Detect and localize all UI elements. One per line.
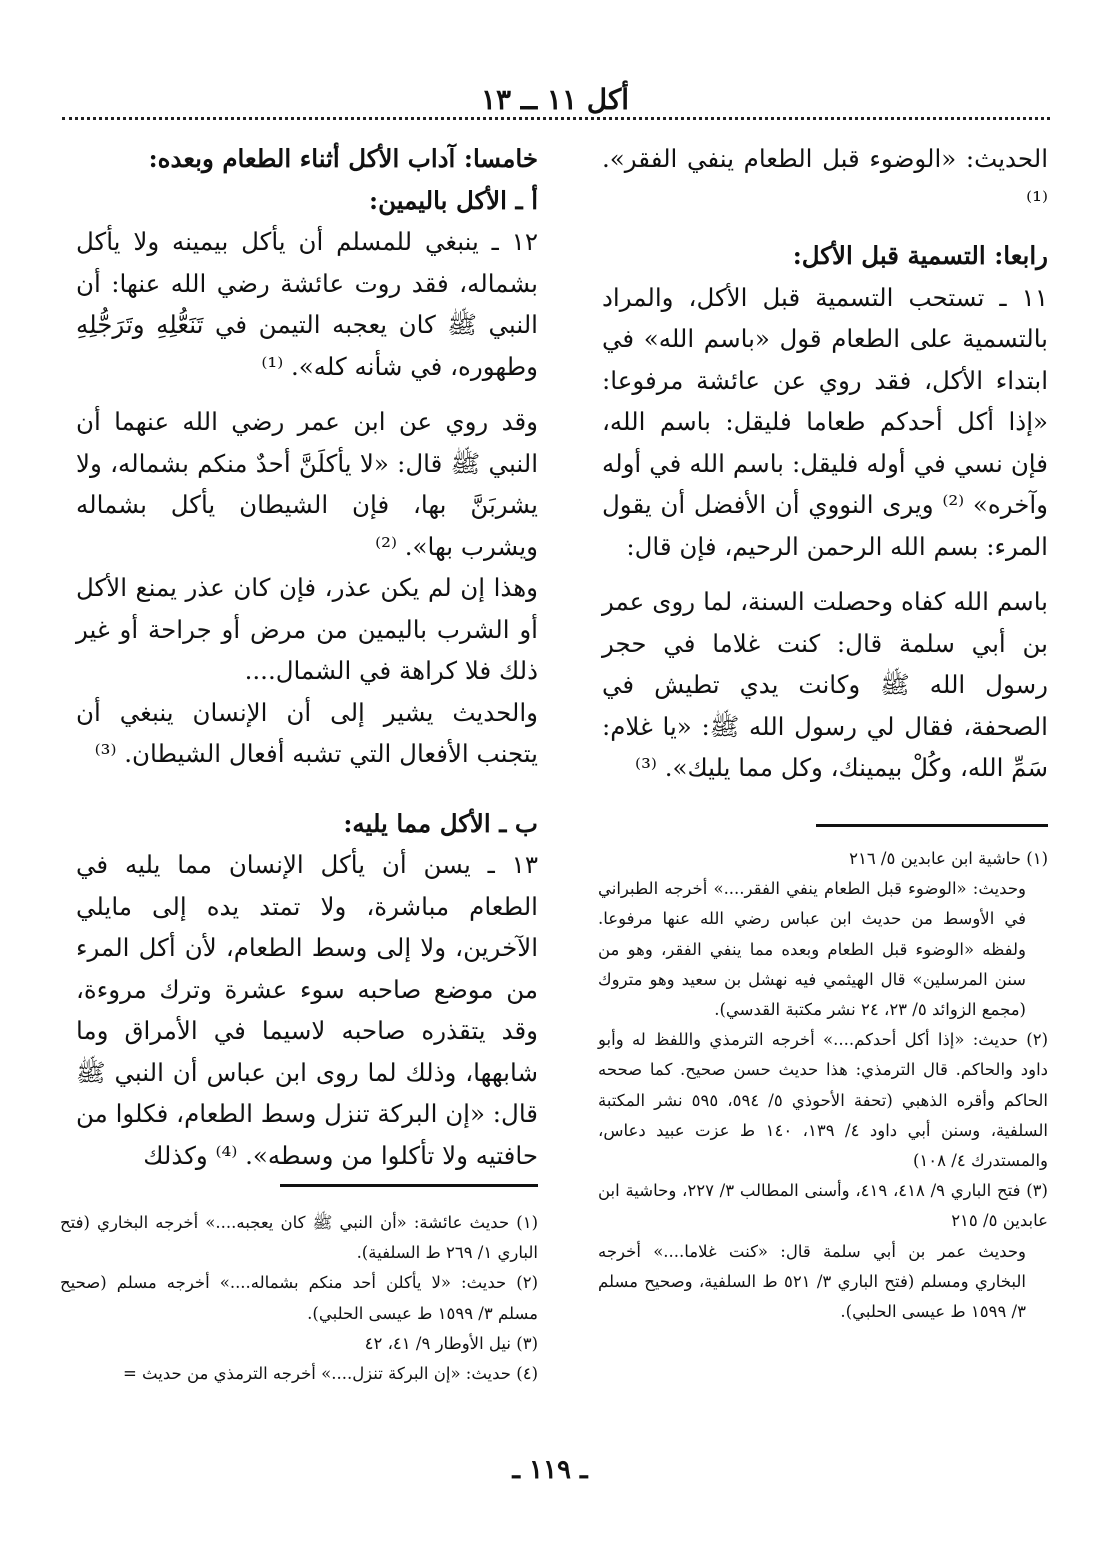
subheading-right-hand: أ ـ الأكل باليمين: (369, 185, 538, 215)
paragraph-13: ١٣ ـ يسن أن يأكل الإنسان مما يليه في الطعام مباشرة، ولا تمتد يده إلى مايلي الآخرين، ولا إلى وسط الطعام، لأن أكل المرء من موضع صاحبه سوء عشرة وترك مروءة، وقد يتقذره صاحبه لاسيما في الأمراق وما شابهها، وذلك لما روى ابن عباس أن النبي ﷺ قال: «إن البركة تنزل وسط الطعام، فكلوا من حافتيه ولا تأكلوا من وسطه». ⁽⁴⁾ وكذلك (76, 850, 538, 1170)
footnote-3-right-detail: وحديث عمر بن أبي سلمة قال: «كنت غلاما....» أخرجه البخاري ومسلم (فتح الباري ٣/ ٥٢١ ط السلفية، وصحيح مسلم ٣/ ١٥٩٩ ط عيسى الحلبي). (598, 1241, 1026, 1322)
footnote-3-right: (٣) فتح الباري ٩/ ٤١٨، ٤١٩، وأسنى المطالب ٣/ ٢٢٧، وحاشية ابن عابدين ٥/ ٢١٥ (598, 1181, 1048, 1231)
footnote-3-left: (٣) نيل الأوطار ٩/ ٤١، ٤٢ (364, 1333, 538, 1353)
paragraph-11: ١١ ـ تستحب التسمية قبل الأكل، والمراد بالتسمية على الطعام قول «باسم الله» في ابتداء الأكل، فقد روي عن عائشة مرفوعا: «إذا أكل أحدكم طعاما فليقل: باسم الله، فإن نسي في أوله فليقل: باسم الله في أوله وآخره» ⁽²⁾ ويرى النووي أن الأفضل أن يقول المرء: بسم الله الرحمن الرحيم، فإن قال: (602, 282, 1048, 561)
footnotes-right (598, 844, 1048, 1327)
section-heading-basmala: رابعا: التسمية قبل الأكل: (792, 241, 1048, 270)
right-column (602, 138, 1048, 789)
footnote-2-right: (٢) حديث: «إذا أكل أحدكم....» أخرجه الترمذي واللفظ له وأبو داود والحاكم. قال الترمذي: هذا حديث حسن صحيح. كما صححه الحاكم وأقره الذهبي (تحفة الأحوذي ٥/ ٥٩٤، ٥٩٥ نشر المكتبة السلفية، وسنن أبي داود ٤/ ١٣٩، ١٤٠ ط عزت عبيد دعاس، والمستدرك ٤/ ١٠٨) (598, 1030, 1049, 1171)
paragraph-gap (602, 221, 1048, 235)
section-heading-khamisan: خامسا: آداب الأكل أثناء الطعام وبعده: (148, 144, 538, 173)
subheading-what-is-near: ب ـ الأكل مما يليه: (343, 808, 538, 838)
paragraph-shaytan: والحديث يشير إلى أن الإنسان ينبغي أن يتجنب الأفعال التي تشبه أفعال الشيطان. ⁽³⁾ (76, 697, 538, 768)
footnote-1-left: (١) حديث عائشة: «أن النبي ﷺ كان يعجبه....» أخرجه البخاري (فتح الباري ١/ ٢٦٩ ط السلفية). (60, 1213, 538, 1263)
footnotes-left (60, 1208, 538, 1389)
footnote-1-right: (١) حاشية ابن عابدين ٥/ ٢١٦ (849, 849, 1048, 868)
page-number: ـ ١١٩ ـ (512, 1455, 588, 1485)
left-column (76, 138, 538, 1176)
paragraph-11-continued: باسم الله كفاه وحصلت السنة، لما روى عمر بن أبي سلمة قال: كنت غلاما في حجر رسول الله ﷺ وكانت يدي تطيش في الصحفة، فقال لي رسول الله ﷺ: «يا غلام: سَمِّ الله، وكُلْ بيمينك، وكل مما يليك». ⁽³⁾ (602, 587, 1048, 782)
footnote-1-right-detail: وحديث: «الوضوء قبل الطعام ينفي الفقر....» أخرجه الطبراني في الأوسط من حديث ابن عباس رضي الله عنها مرفوعا. ولفظه «الوضوء قبل الطعام وبعده مما ينفي الفقر، وهو من سنن المرسلين» قال الهيثمي فيه نهشل بن سعيد وهو متروك (مجمع الزوائد ٥/ ٢٣، ٢٤ نشر مكتبة القدسي). (598, 879, 1026, 1020)
header-title: أكل ١١ ــ ١٣ (480, 83, 630, 116)
paragraph-12: ١٢ ـ ينبغي للمسلم أن يأكل بيمينه ولا يأكل بشماله، فقد روت عائشة رضي الله عنها: أن النبي ﷺ كان يعجبه التيمن في تَنَعُّلِهِ وتَرَجُّلِهِ وطهوره، في شأنه كله». ⁽¹⁾ (76, 227, 538, 381)
footnote-4-left: (٤) حديث: «إن البركة تنزل....» أخرجه الترمذي من حديث = (122, 1364, 538, 1384)
paragraph-ibn-umar: وقد روي عن ابن عمر رضي الله عنهما أن النبي ﷺ قال: «لا يأكلَنَّ أحدٌ منكم بشماله، ولا يشربَنَّ بها، فإن الشيطان يأكل بشماله ويشرب بها». ⁽²⁾ (76, 407, 538, 561)
footnote-separator-right (816, 824, 1048, 827)
footnote-2-left: (٢) حديث: «لا يأكلن أحد منكم بشماله....» أخرجه مسلم (صحيح مسلم ٣/ ١٥٩٩ ط عيسى الحلبي). (60, 1273, 538, 1323)
header-dotted-rule (62, 117, 1050, 120)
running-header (60, 82, 1050, 122)
paragraph-excuse: وهذا إن لم يكن عذر، فإن كان عذر يمنع الأكل أو الشرب باليمين من مرض أو جراحة أو غير ذلك فلا كراهة في الشمال.... (76, 573, 538, 685)
paragraph-gap (76, 775, 538, 803)
paragraph-gap (76, 387, 538, 401)
paragraph-gap (602, 567, 1048, 581)
footnote-separator-left (280, 1184, 538, 1187)
paragraph-hadith-wudu: الحديث: «الوضوء قبل الطعام ينفي الفقر». ⁽¹⁾ (602, 144, 1048, 215)
